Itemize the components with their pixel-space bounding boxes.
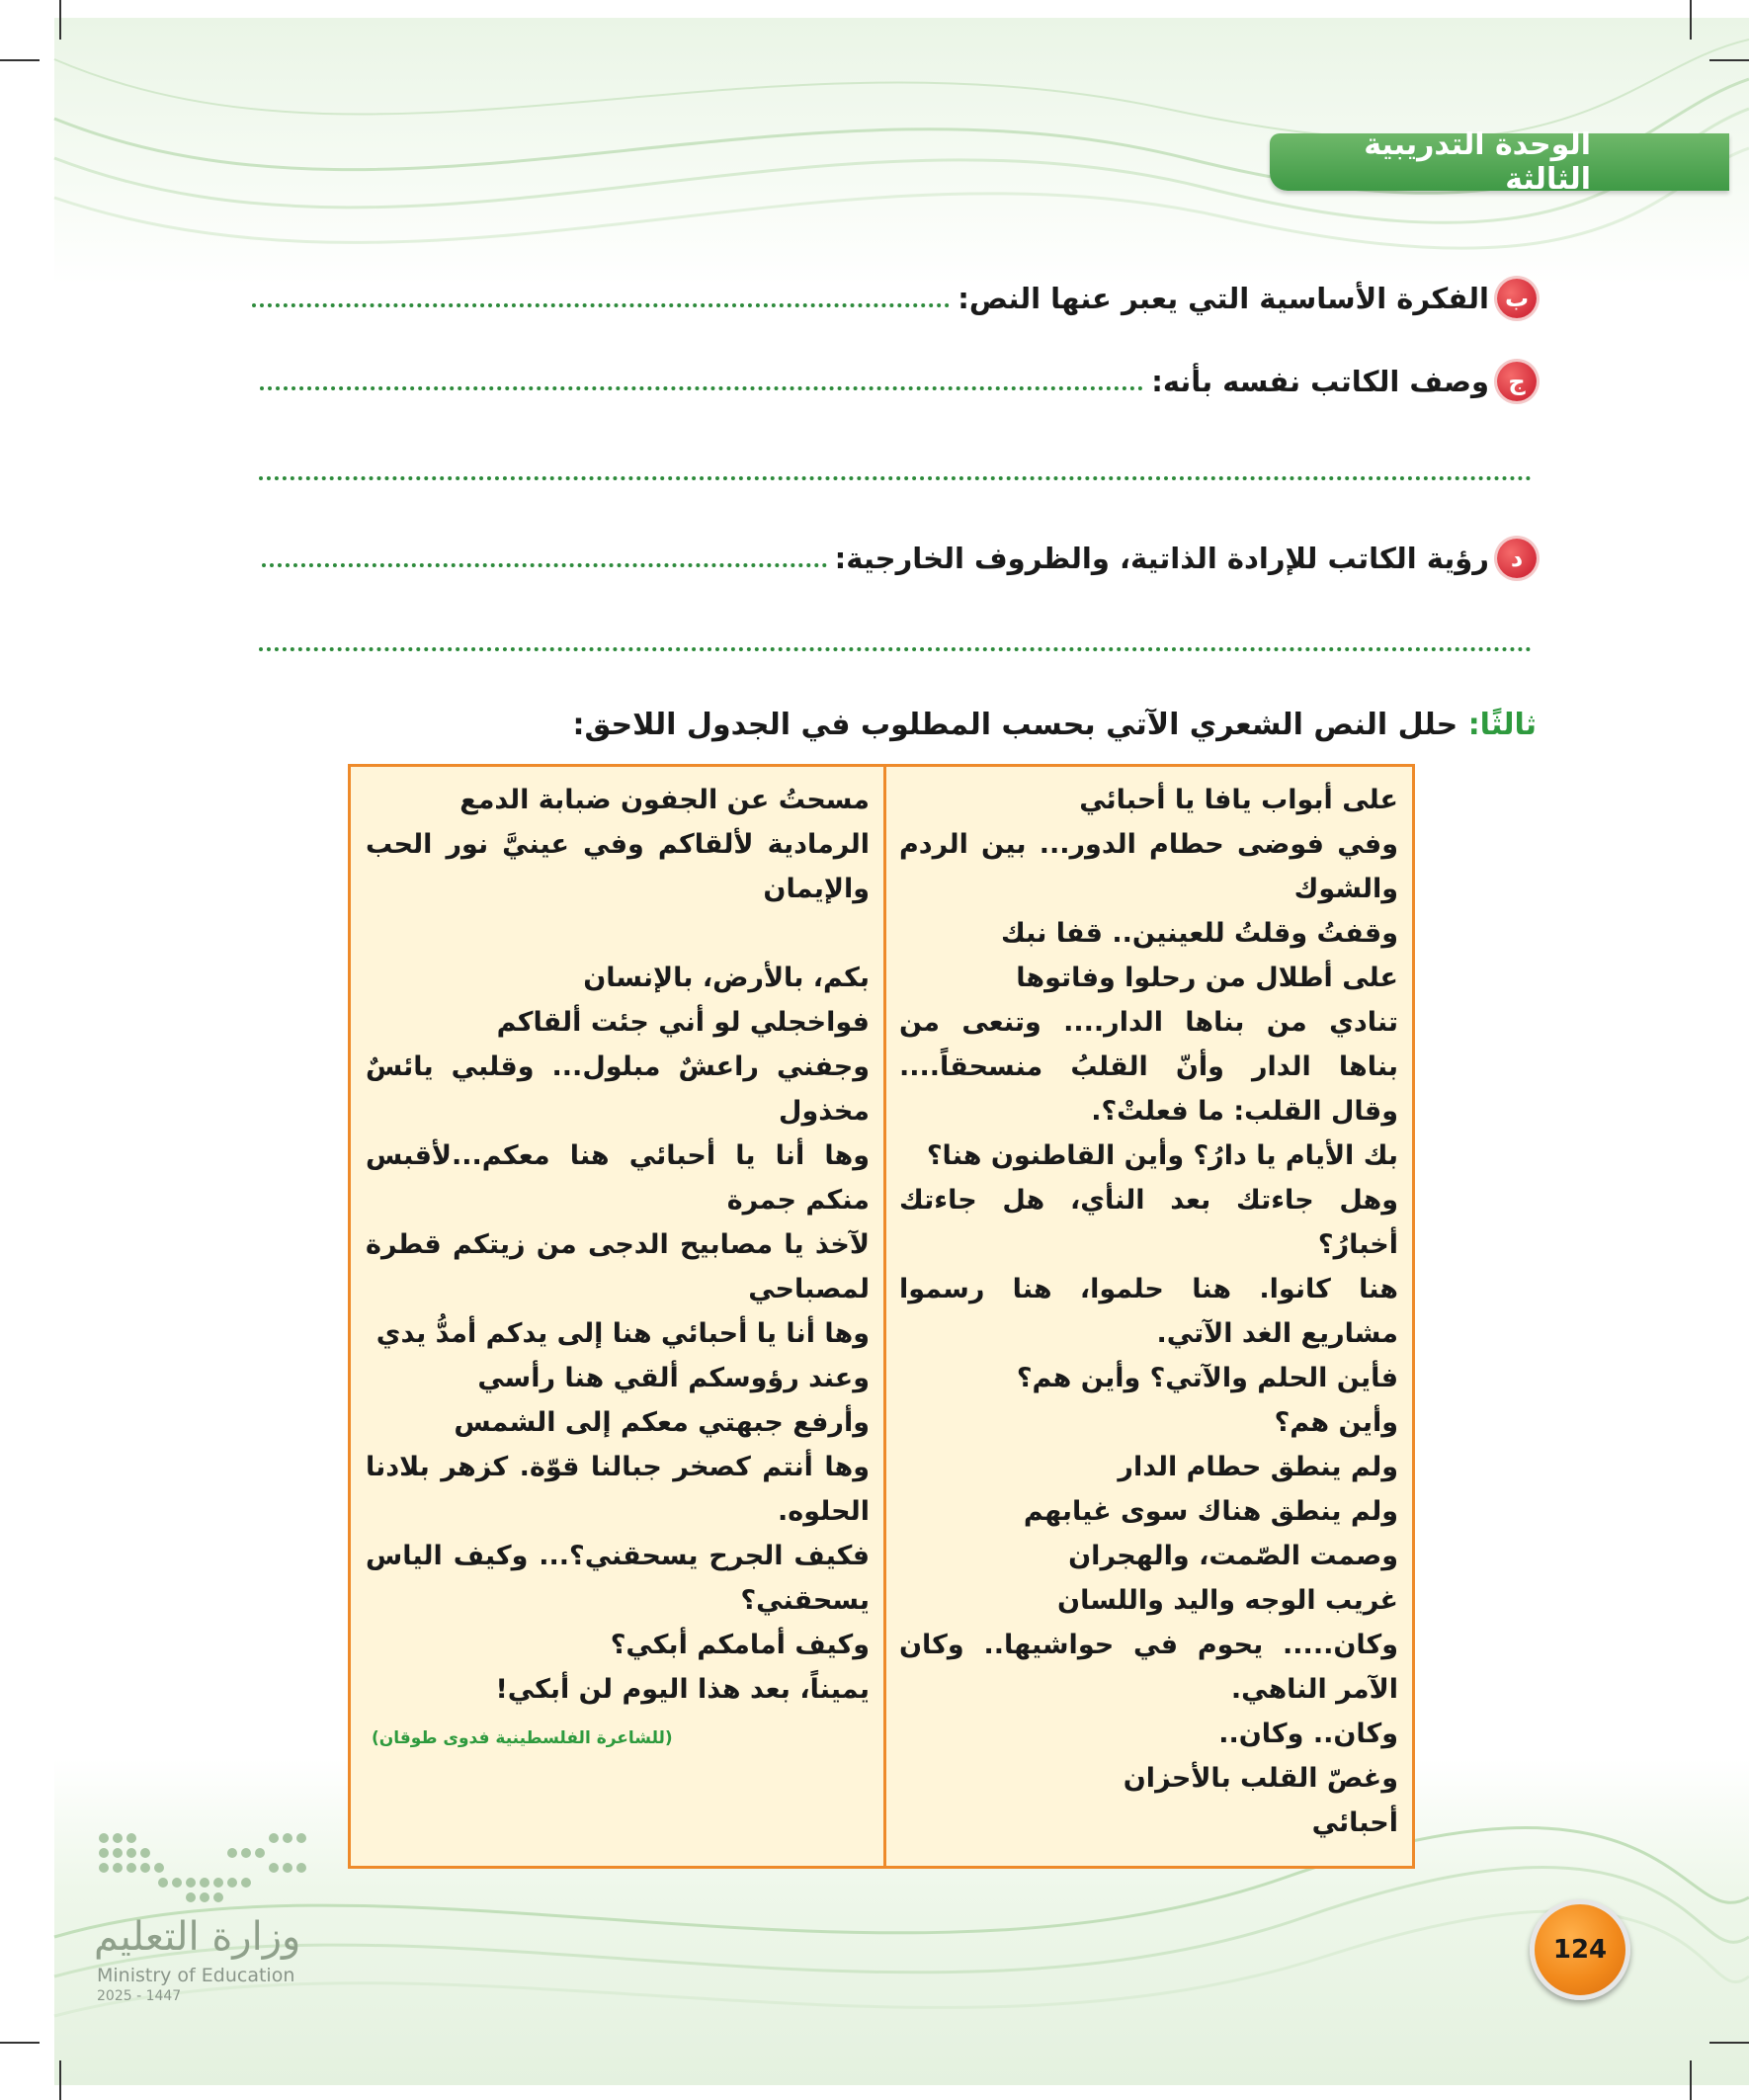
poem-line: وغصّ القلب بالأحزان xyxy=(1123,1763,1398,1794)
poem-line: على أطلال من رحلوا وفاتوها xyxy=(1016,963,1398,993)
poem-line: وكيف أمامكم أبكي؟ xyxy=(610,1630,870,1660)
poem-line: بك الأيام يا دارُ؟ وأين القاطنون هنا؟ xyxy=(926,1140,1398,1171)
poem-line: وكان..... يحوم في حواشيها.. وكان الآمر الناهي. xyxy=(899,1630,1398,1705)
poem-line: ولم ينطق حطام الدار xyxy=(1118,1452,1398,1482)
poem-line: فواخجلي لو أني جئت ألقاكم xyxy=(496,1007,870,1038)
question-b xyxy=(252,279,1537,318)
question-text: الفكرة الأساسية التي يعبر عنها النص: xyxy=(958,282,1489,315)
poem-line: وأين هم؟ xyxy=(1274,1407,1398,1438)
answer-line[interactable] xyxy=(259,476,1532,480)
answer-line[interactable] xyxy=(260,386,1143,390)
poem-line: وها أنا يا أحبائي هنا معكم...لأقبس منكم جمرة xyxy=(366,1140,870,1216)
section-label: ثالثًا: xyxy=(1467,708,1537,742)
poem-line: وجفني راعشٌ مبلول... وقلبي يائسٌ مخذول xyxy=(366,1051,870,1127)
poem-attribution: (للشاعرة الفلسطينية فدوى طوقان) xyxy=(372,1728,673,1748)
crop-mark xyxy=(59,2060,61,2100)
page-number-badge xyxy=(1530,1899,1630,2000)
question-letter-badge: ب xyxy=(1497,279,1537,318)
section-instruction: حلل النص الشعري الآتي بحسب المطلوب في الجدول اللاحق: xyxy=(572,708,1458,742)
ministry-name-arabic: وزارة التعليم xyxy=(94,1914,301,1960)
poem-left-column xyxy=(366,778,870,1712)
question-text: رؤية الكاتب للإرادة الذاتية، والظروف الخارجية: xyxy=(834,542,1489,575)
crop-mark xyxy=(1709,59,1749,61)
poem-line: وكان.. وكان.. xyxy=(1218,1719,1398,1749)
poem-line: ولم ينطق هناك سوى غيابهم xyxy=(1023,1496,1398,1527)
poem-line: يميناً، بعد هذا اليوم لن أبكي! xyxy=(495,1674,870,1705)
poem-right-column xyxy=(899,778,1398,1845)
answer-line[interactable] xyxy=(262,563,827,567)
poem-line: وهل جاءتك بعد النأي، هل جاءتك أخبارُ؟ xyxy=(899,1185,1398,1260)
crop-mark xyxy=(59,0,61,40)
poem-line: لآخذ يا مصابيح الدجى من زيتكم قطرة لمصباحي xyxy=(366,1229,870,1304)
crop-mark xyxy=(0,2042,40,2044)
poem-line: وعند رؤوسكم ألقي هنا رأسي xyxy=(477,1363,870,1393)
poem-line: وفي فوضى حطام الدور... بين الردم والشوك xyxy=(899,829,1398,904)
poem-line: بكم، بالأرض، بالإنسان xyxy=(583,963,870,993)
question-c xyxy=(260,362,1537,401)
crop-mark xyxy=(0,59,40,61)
poem-line: وأرفع جبهتي معكم إلى الشمس xyxy=(454,1407,870,1438)
poem-line: الرمادية لألقاكم وفي عينيَّ نور الحب والإيمان xyxy=(366,829,870,904)
unit-title-banner xyxy=(1270,127,1729,197)
poem-line: أحبائي xyxy=(1311,1807,1398,1838)
poem-line: مسحتُ عن الجفون ضبابة الدمع xyxy=(459,785,870,815)
poem-line: وها أنتم كصخر جبالنا قوّة. كزهر بلادنا الحلوه. xyxy=(366,1452,870,1527)
poem-line: على أبواب يافا يا أحبائي xyxy=(1079,785,1398,815)
crop-mark xyxy=(1690,0,1692,40)
question-letter-badge: ج xyxy=(1497,362,1537,401)
crop-mark xyxy=(1709,2042,1749,2044)
poem-line: وقفتُ وقلتُ للعينين.. قفا نبك xyxy=(1001,918,1398,949)
edition-year: 2025 - 1447 xyxy=(97,1988,182,2004)
question-letter-badge: د xyxy=(1497,539,1537,578)
answer-line[interactable] xyxy=(259,647,1532,651)
poem-line: هنا كانوا. هنا حلموا، هنا رسموا مشاريع الغد الآتي. xyxy=(899,1274,1398,1349)
poem-line: غريب الوجه واليد واللسان xyxy=(1057,1585,1398,1616)
ministry-name-english: Ministry of Education xyxy=(97,1965,295,1986)
crop-mark xyxy=(1690,2060,1692,2100)
question-d xyxy=(262,539,1537,578)
poem-line: فكيف الجرح يسحقني؟... وكيف الياس يسحقني؟ xyxy=(366,1541,870,1616)
stanza-gap xyxy=(366,911,870,956)
page-number: 124 xyxy=(1552,1935,1608,1965)
answer-line[interactable] xyxy=(252,303,950,307)
poem-column-divider xyxy=(883,764,886,1869)
poem-line: تنادي من بناها الدار.... وتنعى من بناها الدار وأنّ القلبُ منسحقاً.... وقال القلب: ما فعلتْ؟. xyxy=(899,1007,1398,1127)
question-text: وصف الكاتب نفسه بأنه: xyxy=(1151,365,1489,398)
poem-line: وها أنا يا أحبائي هنا إلى يدكم أمدُّ يدي xyxy=(375,1318,870,1349)
unit-title: الوحدة التدريبية الثالثة xyxy=(1364,127,1591,197)
poem-line: وصمت الصّمت، والهجران xyxy=(1068,1541,1398,1571)
poem-line: فأين الحلم والآتي؟ وأين هم؟ xyxy=(1016,1363,1398,1393)
section-three-title xyxy=(572,708,1537,742)
